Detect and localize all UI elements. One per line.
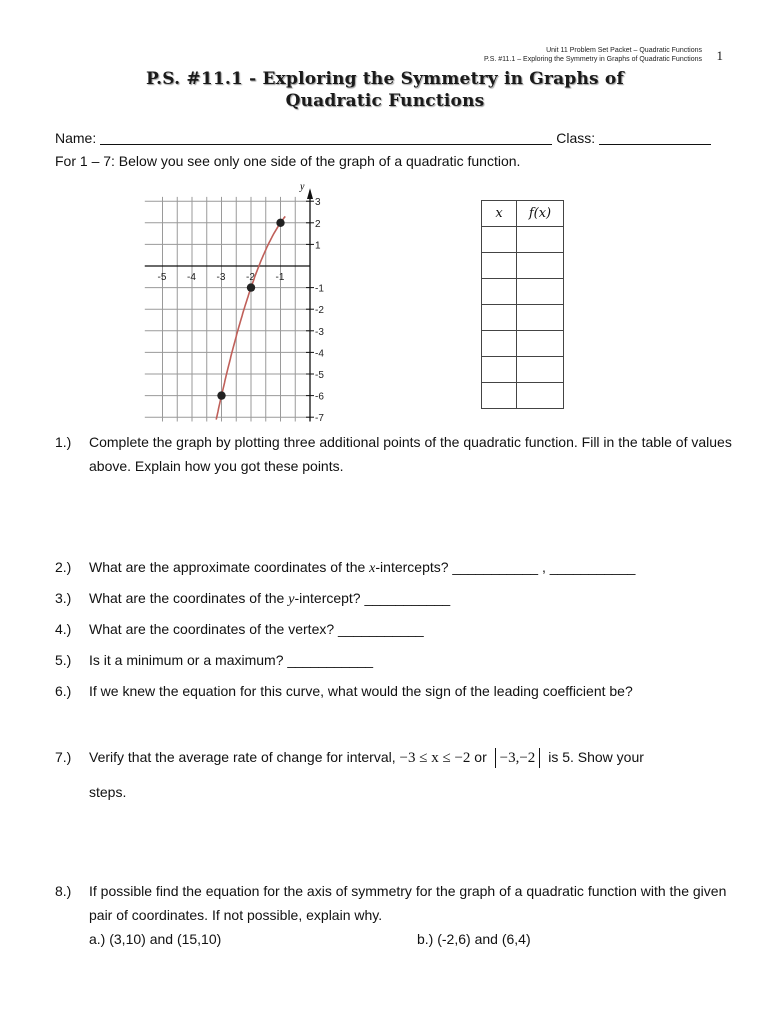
question-5 bbox=[55, 648, 735, 672]
y-tick-label: -2 bbox=[315, 305, 324, 317]
y-tick-label: -7 bbox=[315, 413, 324, 425]
question-7 bbox=[55, 745, 735, 804]
question-3 bbox=[55, 586, 735, 612]
name-class-line bbox=[55, 130, 725, 146]
table-of-values bbox=[481, 200, 564, 409]
inequality: −3 ≤ x ≤ −2 bbox=[399, 750, 471, 766]
y-tick-label: -3 bbox=[315, 326, 324, 338]
title-line-2: Quadratic Functions bbox=[285, 91, 485, 111]
question-number: 6.) bbox=[55, 683, 72, 699]
x-cell[interactable] bbox=[482, 383, 517, 409]
y-tick-label: 1 bbox=[315, 240, 321, 252]
question-text: -intercept? ___________ bbox=[294, 590, 451, 606]
x-cell[interactable] bbox=[482, 227, 517, 253]
graph-point bbox=[276, 219, 284, 227]
y-tick-label: -4 bbox=[315, 348, 324, 360]
question-text: -intercepts? ___________ , ___________ bbox=[375, 559, 636, 575]
page-title bbox=[0, 68, 770, 112]
question-number: 3.) bbox=[55, 590, 72, 606]
y-tick-label: -1 bbox=[315, 283, 324, 295]
fx-cell[interactable] bbox=[517, 227, 564, 253]
x-cell[interactable] bbox=[482, 253, 517, 279]
question-text: What are the coordinates of the vertex? ___________ bbox=[89, 621, 424, 637]
header-line-1: Unit 11 Problem Set Packet – Quadratic Functions bbox=[546, 47, 702, 54]
table-row bbox=[482, 279, 564, 305]
class-label: Class: bbox=[556, 130, 596, 146]
name-label: Name: bbox=[55, 130, 97, 146]
question-text: What are the coordinates of the bbox=[89, 590, 289, 606]
question-text: If possible find the equation for the axis of symmetry for the graph of a quadratic function with the given pair of coordinates. If not possible, explain why. bbox=[89, 883, 727, 923]
question-number: 7.) bbox=[55, 749, 72, 765]
instructions: For 1 – 7: Below you see only one side of the graph of a quadratic function. bbox=[55, 153, 521, 169]
x-tick-label: -3 bbox=[216, 272, 226, 283]
question-text: If we knew the equation for this curve, what would the sign of the leading coefficient be? bbox=[89, 683, 633, 699]
y-tick-label: 2 bbox=[315, 218, 321, 230]
x-cell[interactable] bbox=[482, 357, 517, 383]
x-tick-label: -4 bbox=[187, 272, 196, 283]
question-number: 1.) bbox=[55, 434, 72, 450]
y-tick-label: -6 bbox=[315, 391, 324, 403]
question-text: steps. bbox=[89, 784, 127, 800]
name-blank[interactable] bbox=[100, 130, 552, 145]
question-text: is 5. Show your bbox=[544, 749, 644, 765]
x-tick-label: -1 bbox=[275, 272, 285, 283]
y-axis-arrow bbox=[307, 188, 313, 199]
variable: x bbox=[369, 561, 376, 576]
fx-cell[interactable] bbox=[517, 279, 564, 305]
graph-tick-labels bbox=[158, 197, 325, 424]
header-line-2: P.S. #11.1 – Exploring the Symmetry in Graphs of Quadratic Functions bbox=[483, 56, 702, 63]
question-8-part-b: b.) (-2,6) and (6,4) bbox=[417, 931, 531, 947]
x-cell[interactable] bbox=[482, 331, 517, 357]
fx-cell[interactable] bbox=[517, 331, 564, 357]
graph-point bbox=[217, 391, 225, 399]
question-6 bbox=[55, 679, 735, 703]
fx-cell[interactable] bbox=[517, 305, 564, 331]
fx-cell[interactable] bbox=[517, 383, 564, 409]
page-header bbox=[484, 46, 702, 64]
table-header-fx: f(x) bbox=[517, 201, 564, 227]
question-text: Is it a minimum or a maximum? ___________ bbox=[89, 652, 374, 668]
x-cell[interactable] bbox=[482, 279, 517, 305]
question-text: Verify that the average rate of change for interval, bbox=[89, 749, 400, 765]
question-8 bbox=[55, 879, 735, 927]
question-number: 8.) bbox=[55, 883, 72, 899]
question-number: 5.) bbox=[55, 652, 72, 668]
interval-notation: −3,−2 bbox=[495, 748, 541, 768]
question-2 bbox=[55, 555, 735, 581]
title-line-1: P.S. #11.1 - Exploring the Symmetry in Graphs of bbox=[145, 69, 624, 89]
question-text: What are the approximate coordinates of the bbox=[89, 559, 370, 575]
question-text: Complete the graph by plotting three additional points of the quadratic function. Fill in the table of values above. Explain how you got these points. bbox=[89, 434, 732, 474]
table-row bbox=[482, 305, 564, 331]
x-tick-label: -5 bbox=[157, 272, 167, 283]
question-number: 4.) bbox=[55, 621, 72, 637]
y-axis-label: y bbox=[300, 181, 305, 193]
table-row bbox=[482, 383, 564, 409]
table-row bbox=[482, 331, 564, 357]
graph-point bbox=[247, 283, 255, 291]
fx-cell[interactable] bbox=[517, 357, 564, 383]
table-row bbox=[482, 357, 564, 383]
quadratic-graph bbox=[157, 178, 350, 425]
table-row bbox=[482, 227, 564, 253]
question-8-part-a: a.) (3,10) and (15,10) bbox=[89, 931, 222, 947]
graph-grid bbox=[145, 197, 310, 422]
table-row bbox=[482, 253, 564, 279]
question-1 bbox=[55, 430, 735, 478]
y-tick-label: 3 bbox=[315, 197, 321, 209]
question-number: 2.) bbox=[55, 559, 72, 575]
question-4 bbox=[55, 617, 735, 641]
question-text: or bbox=[470, 749, 491, 765]
table-header-x: x bbox=[482, 201, 517, 227]
graph-axes bbox=[145, 181, 313, 421]
fx-cell[interactable] bbox=[517, 253, 564, 279]
class-blank[interactable] bbox=[599, 130, 711, 145]
x-tick-label: -2 bbox=[246, 272, 255, 283]
variable: y bbox=[288, 592, 295, 607]
page-number: 1 bbox=[716, 48, 723, 63]
y-tick-label: -5 bbox=[315, 370, 324, 381]
x-cell[interactable] bbox=[482, 305, 517, 331]
